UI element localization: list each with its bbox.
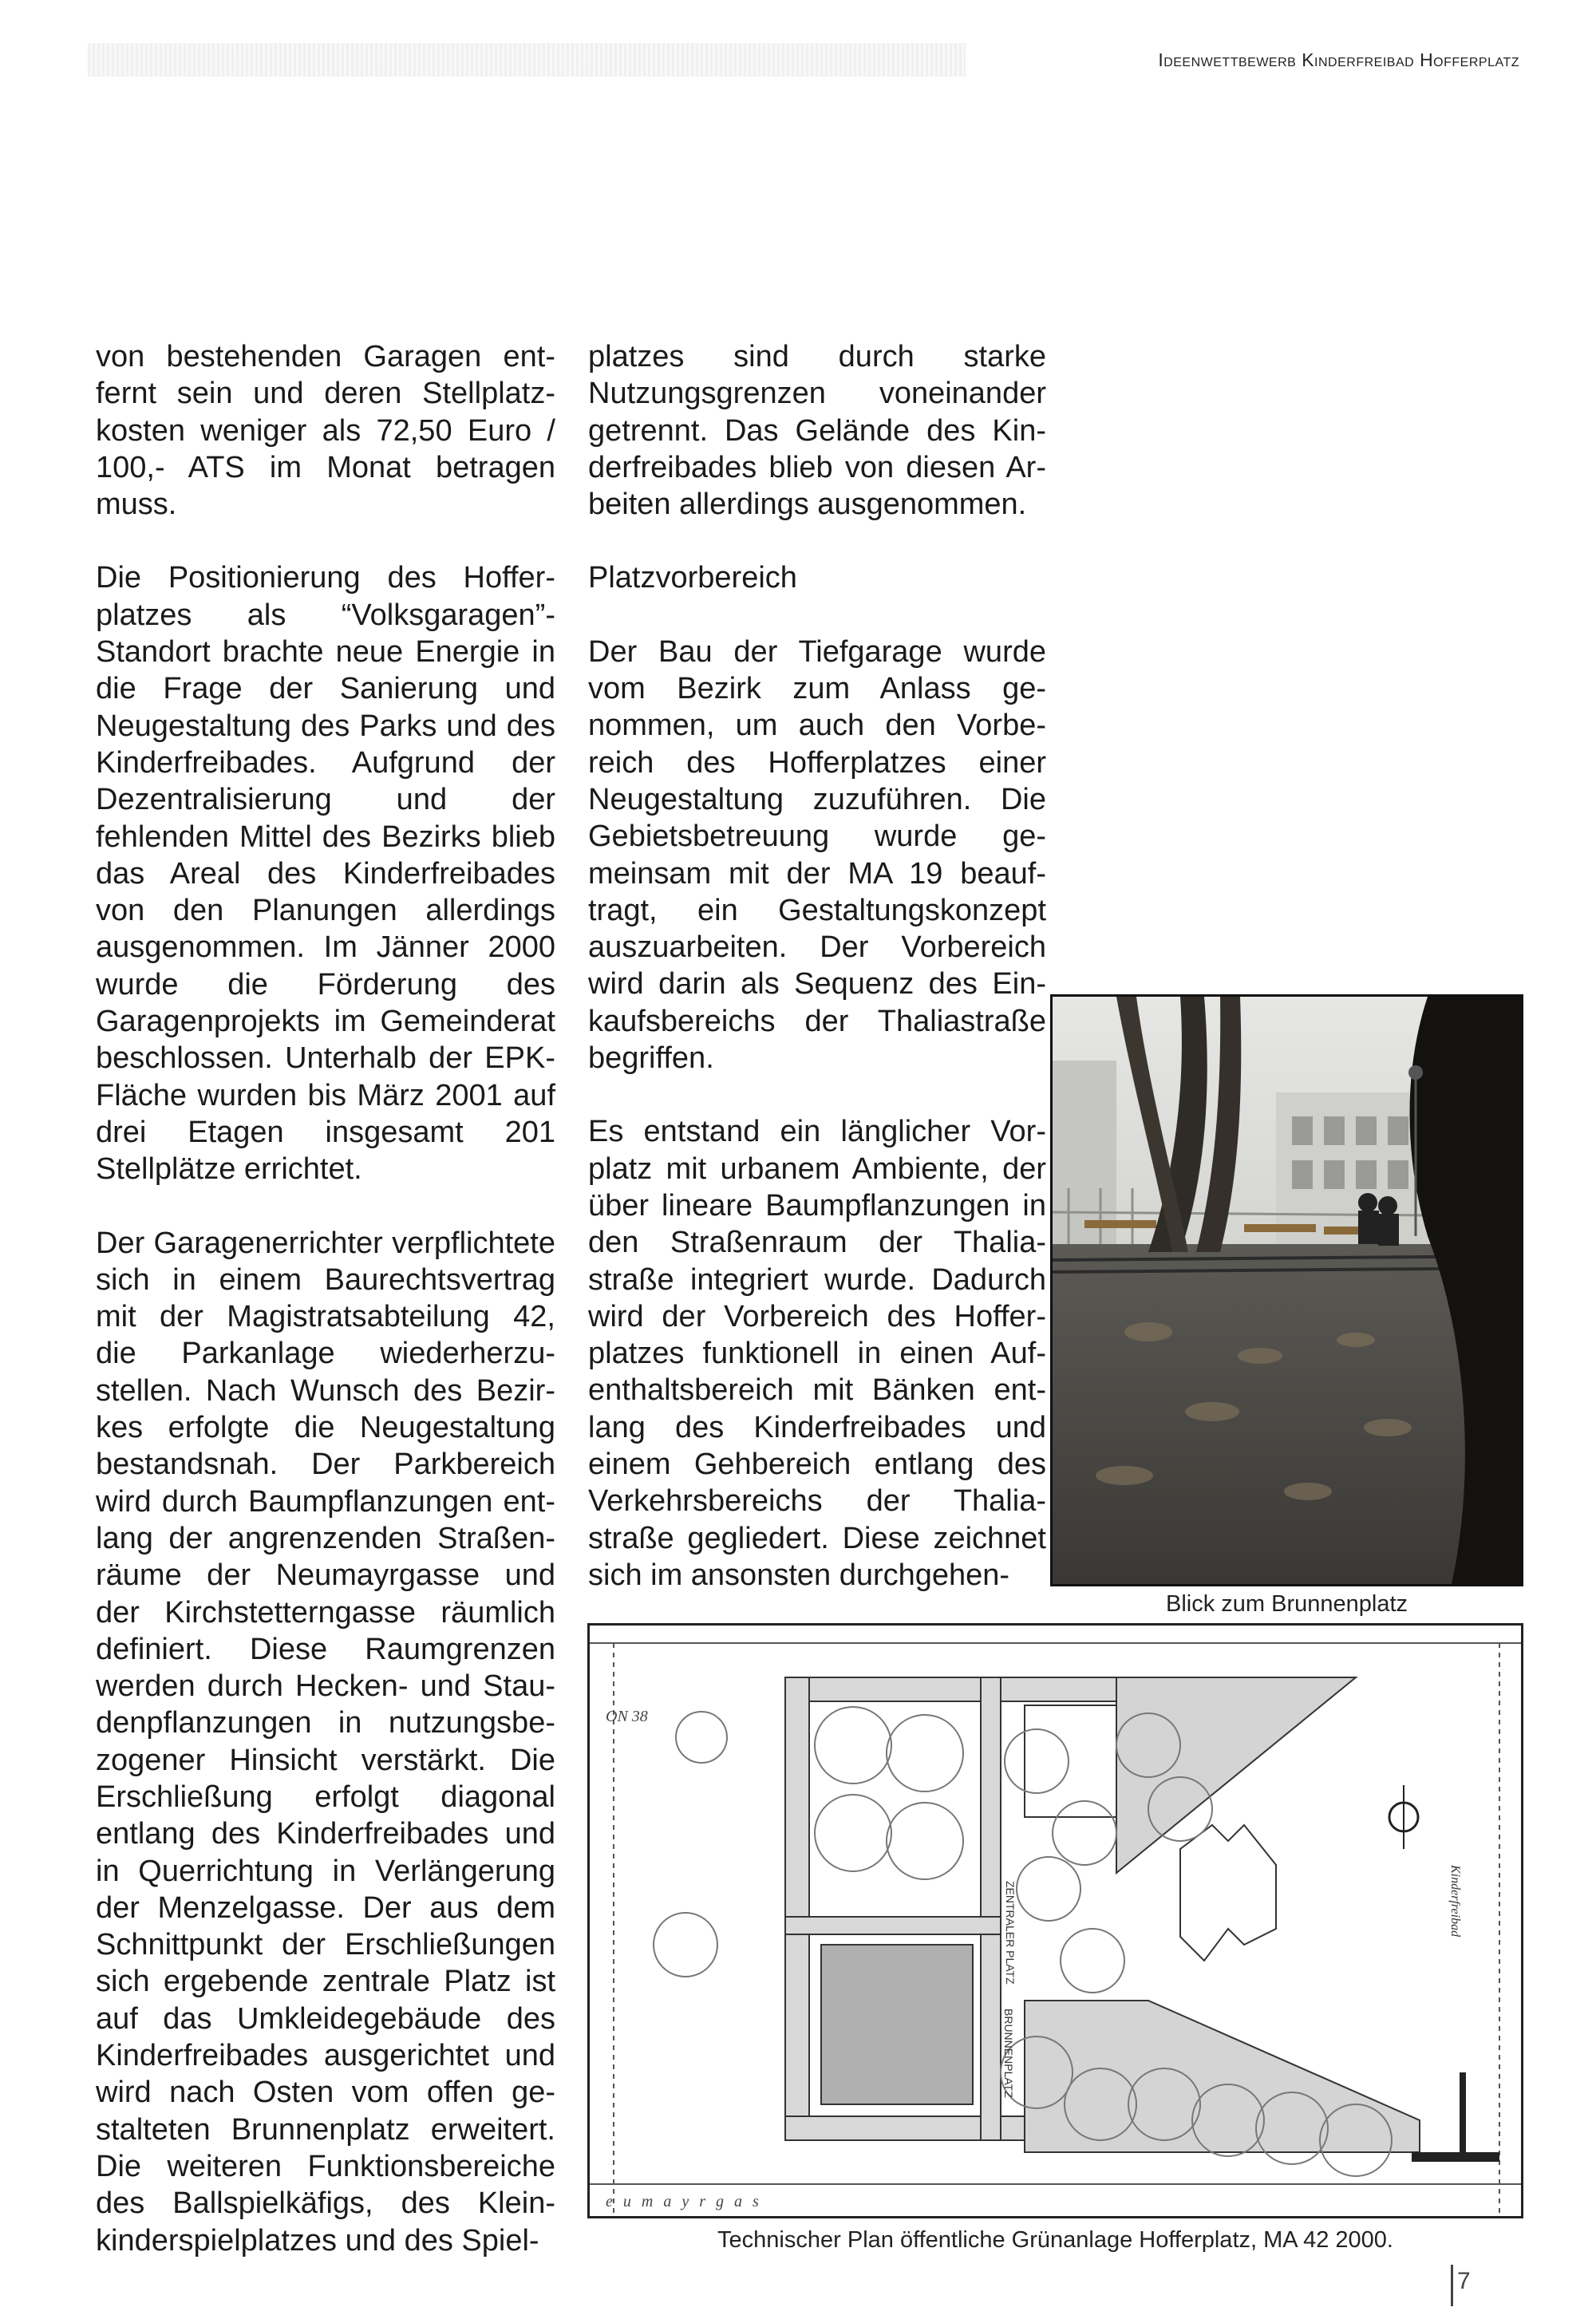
header-decoration [88, 43, 966, 77]
running-title: Ideenwettbewerb Kinderfreibad Hofferplatz [1158, 49, 1519, 70]
plan-label-central-square: ZENTRALER PLATZ [1004, 1881, 1017, 1985]
page-number: 7 [1457, 2268, 1471, 2294]
section-heading: Platzvorbereich [588, 561, 797, 595]
paragraph: Der Garagenerrichter verpflichtete sich in einem Baurechtsvertrag mit der Magistratsabteilung 42, die Parkanlage wiederherzustellen. Nach Wunsch des Bezirkes erfolgte die Neugestaltung bestandsnah. Der Parkbereich wird durch Baumpflanzungen entlang der angrenzenden Straßenräume der Neumayrgasse und der Kirchstetterngasse räumlich definiert. Diese Raumgrenzen werden durch Hecken- und Staudenpflanzungen in nutzungsbezogener Hinsicht verstärkt. Die Erschließung erfolgt diagonal entlang des Kinderfreibades und in Querrichtung in Verlängerung der Menzelgasse. Der aus dem Schnittpunkt der Erschließungen sich ergebende zentrale Platz ist auf das Umkleidegebäude des Kinderfreibades ausgerichtet und wird nach Osten vom offen gestalteten Brunnenplatz erweitert. Die weiteren Funktionsbereiche des Ballspielkäfigs, des Kleinkinderspielplatzes und des Spiel- [96, 1226, 555, 2258]
park-photo [1050, 994, 1523, 1586]
paragraph: Die Positionierung des Hofferplatzes als “Volksgaragen”-Standort brachte neue Energie in die Frage der Sanierung und Neugestaltung des Parks und des Kinderfreibades. Aufgrund der Dezentralisierung und der fehlenden Mittel des Bezirks blieb das Areal des Kinderfreibades von den Planungen allerdings ausgenommen. Im Jänner 2000 wurde die Förderung des Garagenprojekts im Gemeinderat beschlossen. Unterhalb der EPK-Fläche wurden bis März 2001 auf drei Etagen insgesamt 201 Stellplätze errichtet. [96, 561, 555, 1187]
paragraph: von bestehenden Garagen entfernt sein und deren Stellplatzkosten weniger als 72,50 Euro / 100,- ATS im Monat betragen muss. [96, 340, 555, 522]
page-number-rule [1451, 2265, 1453, 2306]
technical-plan-drawing [590, 1626, 1521, 2216]
right-column [588, 338, 1046, 1594]
paragraph: Der Bau der Tiefgarage wurde vom Bezirk zum Anlass genommen, um auch den Vorbereich des Hofferplatzes einer Neugestaltung zuzuführen. Die Gebietsbetreuung wurde gemeinsam mit der MA 19 beauftragt, ein Gestaltungskonzept auszuarbeiten. Der Vorbereich wird darin als Sequenz des Einkaufsbereichs der Thaliastraße begriffen. [588, 634, 1046, 1076]
technical-plan [587, 1623, 1523, 2218]
photo-caption: Blick zum Brunnenplatz [1165, 1591, 1408, 1617]
paragraph: Es entstand ein länglicher Vorplatz mit urbanem Ambiente, der über lineare Baumpflanzungen in den Straßenraum der Thaliastraße integriert wurde. Dadurch wird der Vorbereich des Hofferplatzes funktionell in einen Aufenthaltsbereich mit Bänken entlang des Kinderfreibades und einem Gehbereich entlang des Verkehrsbereichs der Thaliastraße gegliedert. Diese zeichnet sich im ansonsten durchgehen- [588, 1115, 1046, 1592]
left-column [96, 338, 555, 2259]
plan-label-pool: Kinderfreibad [1448, 1865, 1462, 1938]
plan-label-street: e u m a y r g a s [606, 2193, 762, 2210]
plan-label-fountain-square: BRUNNENPLATZ [1002, 2009, 1015, 2098]
plan-label-on: ON 38 [606, 1708, 648, 1725]
paragraph: platzes sind durch starke Nutzungsgrenzen voneinander getrennt. Das Gelände des Kinderfreibades blieb von diesen Arbeiten allerdings ausgenommen. [588, 340, 1046, 522]
plan-caption: Technischer Plan öffentliche Grünanlage Hofferplatz, MA 42 2000. [717, 2227, 1393, 2253]
park-photo-illustration [1053, 997, 1521, 1584]
